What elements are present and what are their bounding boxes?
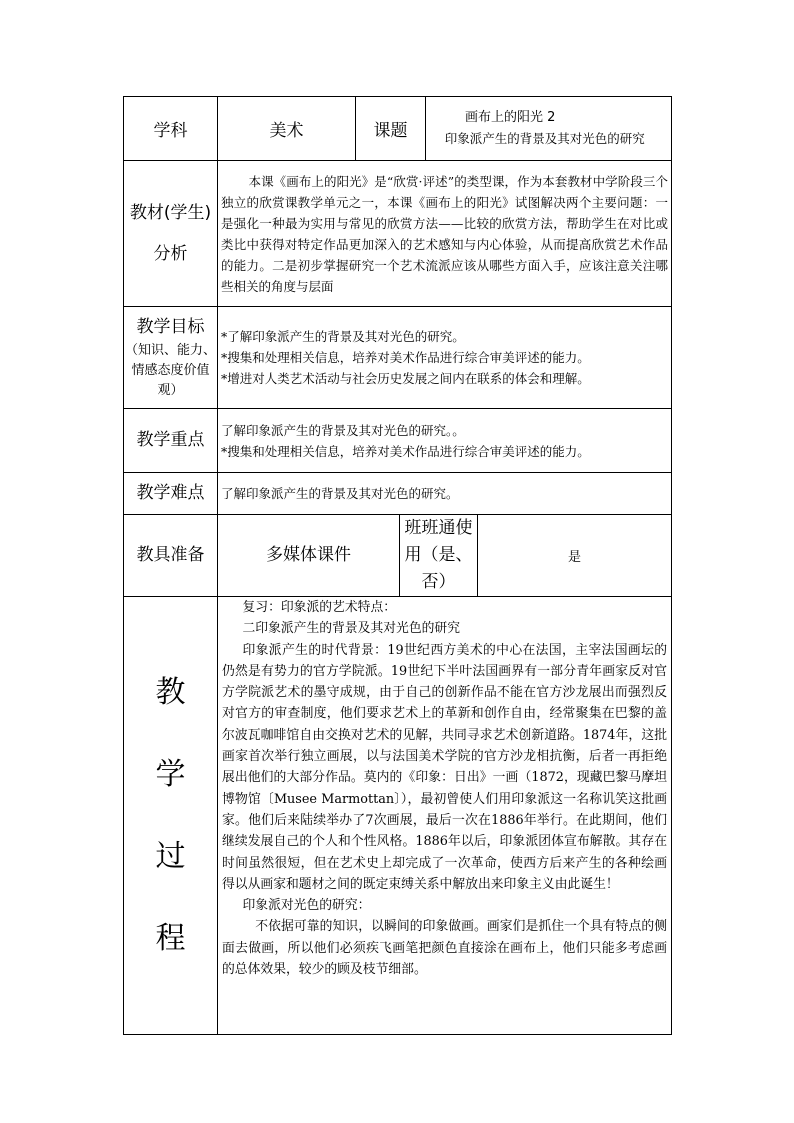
goal-item: *增进对人类艺术活动与社会历史发展之间内在联系的体会和理解。 — [221, 371, 590, 386]
lesson-plan-table — [123, 96, 672, 1035]
topic-line1: 画布上的阳光 2 — [465, 109, 556, 125]
key-points-text — [218, 409, 672, 473]
topic-value — [426, 97, 672, 161]
goals-text — [218, 307, 672, 409]
process-paragraph: 不依据可靠的知识，以瞬间的印象做画。画家们是抓住一个具有特点的侧面去做画，所以他们必须疾飞画笔把颜色直接涂在画布上，他们只能多考虑画的总体效果，较少的顾及枝节细部。 — [222, 919, 668, 978]
analysis-label-line2: 分析 — [153, 243, 188, 264]
process-paragraph: 印象派对光色的研究： — [242, 898, 371, 914]
equipment-row — [124, 515, 672, 597]
process-label-char: 学 — [155, 756, 186, 792]
goals-row — [124, 307, 672, 409]
process-paragraph: 印象派产生的时代背景：19世纪西方美术的中心在法国，主宰法国画坛的仍然是有势力的官方学院派。19世纪下半叶法国画界有一部分青年画家反对官方学院派艺术的墨守成规，由于自己的创新作品不能在官方沙龙展出而强烈反对官方的审查制度，他们要求艺术上的革新和创作自由，经常聚集在巴黎的盖尔波瓦咖啡馆自由交换对艺术的见解，共同寻求艺术创新道路。1874年，这批画家首次举行独立画展，以与法国美术学院的官方沙龙相抗衡，后者一再拒绝展出他们的大部分作品。莫内的《印象：日出》一画（1872，现藏巴黎马摩坦博物馆〔Musee Marmottan〕），最初曾使人们用印象派这一名称讥笑这批画家。他们后来陆续举办了7次画展，最后一次在1886年举行。在此期间，他们继续发展自己的个人和个性风格。1886年以后，印象派团体宣布解散。其存在时间虽然很短，但在艺术史上却完成了一次革命，使西方后来产生的各种绘画得以从画家和题材之间的既定束缚关系中解放出来印象主义由此诞生！ — [222, 642, 668, 892]
analysis-label-line1: 教材(学生) — [129, 202, 212, 223]
analysis-label — [124, 161, 218, 307]
process-label-char: 程 — [155, 920, 186, 956]
process-label-char: 教 — [155, 674, 186, 710]
key-point-item: 了解印象派产生的背景及其对光色的研究。。 — [221, 422, 465, 438]
topic-line2: 印象派产生的背景及其对光色的研究 — [444, 130, 645, 146]
key-points-label: 教学重点 — [124, 409, 218, 473]
lesson-plan-sheet — [123, 96, 671, 1035]
goals-label: 教学目标 — [136, 317, 205, 337]
analysis-row — [124, 161, 672, 307]
topic-label: 课题 — [356, 97, 426, 161]
equipment-label: 教具准备 — [124, 515, 218, 597]
goals-sub-label: （知识、能力、情感态度价值观） — [124, 343, 216, 398]
whiteboard-label: 班班通使用（是、否） — [400, 515, 478, 597]
difficulty-text: 了解印象派产生的背景及其对光色的研究。 — [218, 473, 672, 515]
difficulty-label: 教学难点 — [124, 473, 218, 515]
goals-label-cell — [124, 307, 218, 409]
goal-item: *搜集和处理相关信息，培养对美术作品进行综合审美评述的能力。 — [221, 350, 590, 365]
process-label-char: 过 — [155, 838, 186, 874]
goal-item: *了解印象派产生的背景及其对光色的研究。 — [221, 329, 465, 344]
process-label — [124, 597, 218, 1035]
process-row — [124, 597, 672, 1035]
whiteboard-value: 是 — [478, 515, 672, 597]
process-paragraph: 复习：印象派的艺术特点： — [242, 600, 397, 615]
subject-label: 学科 — [124, 97, 218, 161]
difficulty-row — [124, 473, 672, 515]
subject-value: 美术 — [218, 97, 356, 161]
key-points-row — [124, 409, 672, 473]
header-row — [124, 97, 672, 161]
key-point-item: *搜集和处理相关信息，培养对美术作品进行综合审美评述的能力。 — [221, 443, 590, 459]
analysis-text: 本课《画布上的阳光》是“欣赏·评述”的类型课，作为本套教材中学阶段三个独立的欣赏课教学单元之一，本课《画布上的阳光》试图解决两个主要问题：一是强化一种最为实用与常见的欣赏方法——比较的欣赏方法，帮助学生在对比或类比中获得对特定作品更加深入的艺术感知与内心体验，从而提高欣赏艺术作品的能力。二是初步掌握研究一个艺术流派应该从哪些方面入手，应该注意关注哪些相关的角度与层面 — [218, 161, 672, 307]
equipment-value: 多媒体课件 — [218, 515, 400, 597]
process-paragraph: 二印象派产生的背景及其对光色的研究 — [242, 621, 461, 637]
process-text — [218, 597, 672, 1035]
